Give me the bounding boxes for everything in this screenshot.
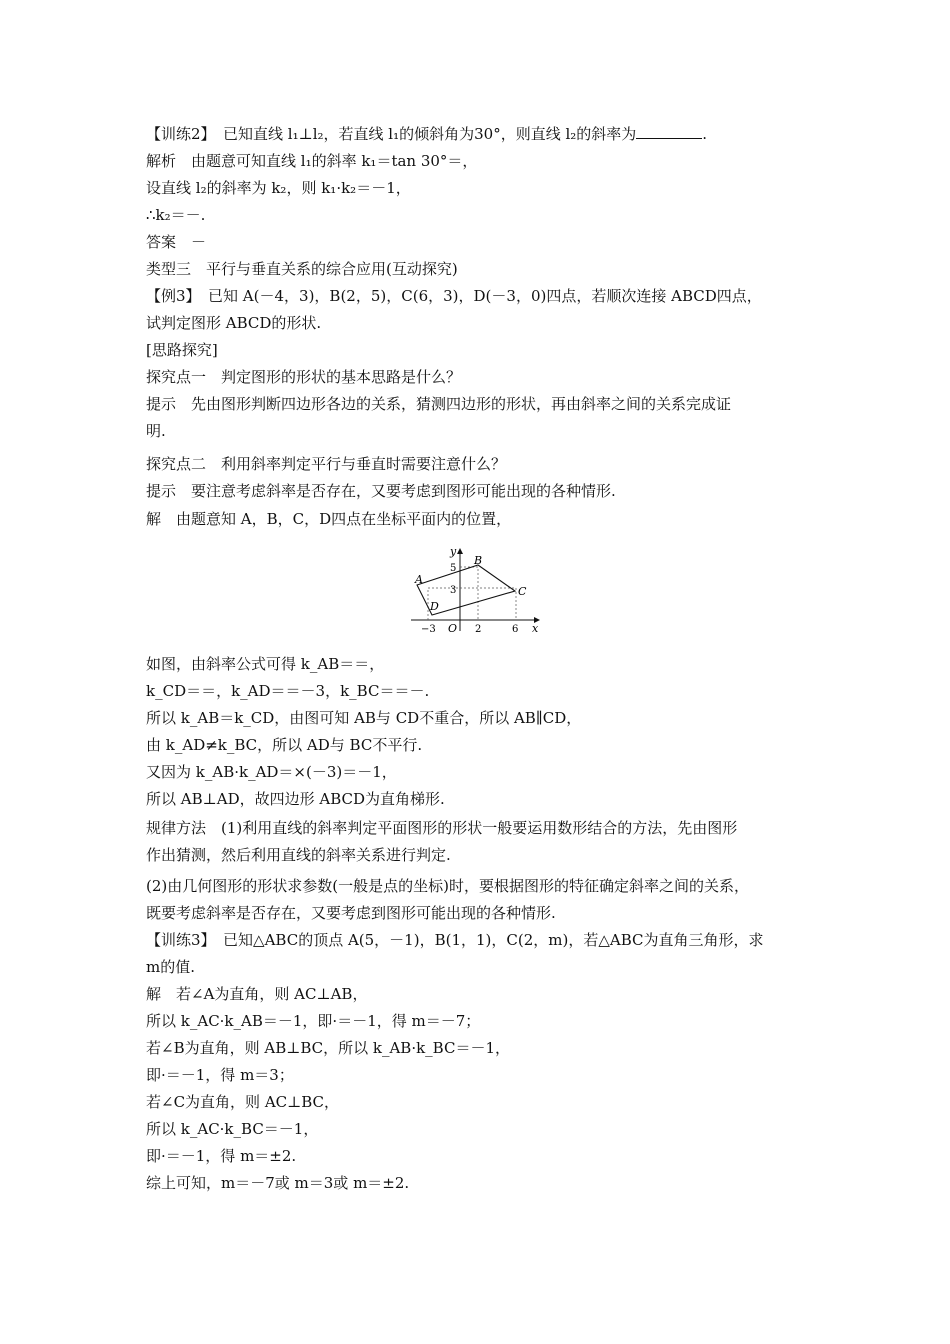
- text-line: 明.: [146, 422, 166, 440]
- text-line: 解析 由题意可知直线 l₁的斜率 k₁＝tan 30°＝，: [146, 152, 478, 170]
- text-line: 既要考虑斜率是否存在，又要考虑到图形可能出现的各种情形.: [146, 904, 556, 922]
- text-line: 提示 先由图形判断四边形各边的关系，猜测四边形的形状，再由斜率之间的关系完成证: [146, 395, 732, 413]
- text-line: 若∠C为直角，则 AC⊥BC，: [146, 1093, 340, 1111]
- text-line: 所以 k_AB＝k_CD，由图可知 AB与 CD不重合，所以 AB∥CD，: [146, 709, 582, 727]
- point-label-c: C: [518, 585, 527, 598]
- section-heading: 类型三 平行与垂直关系的综合应用(互动探究): [146, 260, 458, 278]
- text-line: 解 由题意知 A，B，C，D四点在坐标平面内的位置，: [146, 510, 512, 528]
- point-label-b: B: [474, 554, 483, 567]
- text-line: 试判定图形 ABCD的形状.: [146, 314, 322, 332]
- text-line: (2)由几何图形的形状求参数(一般是点的坐标)时，要根据图形的特征确定斜率之间的关系，: [146, 877, 749, 895]
- text-line: 【例3】 已知 A(－4，3)，B(2，5)，C(6，3)，D(－3，0)四点，若顺次连接 ABCD四点，: [146, 287, 762, 305]
- text-line: 所以 k_AC·k_BC＝－1，: [146, 1120, 319, 1138]
- text-line: 解 若∠A为直角，则 AC⊥AB，: [146, 985, 368, 1003]
- x-tick-label: −3: [421, 624, 436, 635]
- text-line: 探究点二 利用斜率判定平行与垂直时需要注意什么？: [146, 455, 507, 473]
- text-line: 综上可知，m＝－7或 m＝3或 m＝±2.: [146, 1174, 410, 1192]
- text-line: 由 k_AD≠k_BC，所以 AD与 BC不平行.: [146, 736, 423, 754]
- text-line: 即·＝－1，得 m＝±2.: [146, 1147, 297, 1165]
- x-tick-label: 6: [512, 624, 519, 635]
- text-line: 【训练2】 已知直线 l₁⊥l₂，若直线 l₁的倾斜角为30°，则直线 l₂的斜率为 .: [146, 125, 708, 143]
- text-line: 规律方法 (1)利用直线的斜率判定平面图形的形状一般要运用数形结合的方法，先由图形: [146, 819, 738, 837]
- text-line: 作出猜测，然后利用直线的斜率关系进行判定.: [146, 846, 451, 864]
- axis-label-y: y: [450, 545, 457, 558]
- text-line: 答案 －: [146, 233, 207, 251]
- text-line: k_CD＝＝，k_AD＝＝－3，k_BC＝＝－.: [146, 682, 430, 700]
- y-tick-label: 5: [450, 563, 457, 574]
- text-line: 【训练3】 已知△ABC的顶点 A(5，－1)，B(1，1)，C(2，m)，若△ABC为直角三角形，求: [146, 931, 764, 949]
- point-label-d: D: [430, 600, 439, 613]
- quadrilateral-diagram: [405, 543, 545, 635]
- text-line: [思路探究]: [146, 341, 218, 359]
- y-tick-label: 3: [450, 585, 457, 596]
- coordinate-figure: [405, 543, 545, 635]
- axis-label-x: x: [532, 622, 539, 635]
- text-line: 如图，由斜率公式可得 k_AB＝＝，: [146, 655, 385, 673]
- text-line: 即·＝－1，得 m＝3；: [146, 1066, 294, 1084]
- text-line: 探究点一 判定图形的形状的基本思路是什么？: [146, 368, 462, 386]
- point-label-a: A: [415, 573, 423, 586]
- text-line: 若∠B为直角，则 AB⊥BC，所以 k_AB·k_BC＝－1，: [146, 1039, 510, 1057]
- x-tick-label: 2: [475, 624, 482, 635]
- text-line: 又因为 k_AB·k_AD＝×(－3)＝－1，: [146, 763, 397, 781]
- text-line: 所以 k_AC·k_AB＝－1，即·＝－1，得 m＝－7；: [146, 1012, 481, 1030]
- origin-label: O: [448, 622, 458, 635]
- text-line: 所以 AB⊥AD，故四边形 ABCD为直角梯形.: [146, 790, 445, 808]
- text-line: 设直线 l₂的斜率为 k₂，则 k₁·k₂＝－1，: [146, 179, 411, 197]
- dashed-guides: [460, 567, 478, 620]
- answer-blank: [636, 124, 702, 139]
- text-line: ∴k₂＝－.: [146, 206, 206, 224]
- text-line: m的值.: [146, 958, 195, 976]
- text-line: 提示 要注意考虑斜率是否存在，又要考虑到图形可能出现的各种情形.: [146, 482, 616, 500]
